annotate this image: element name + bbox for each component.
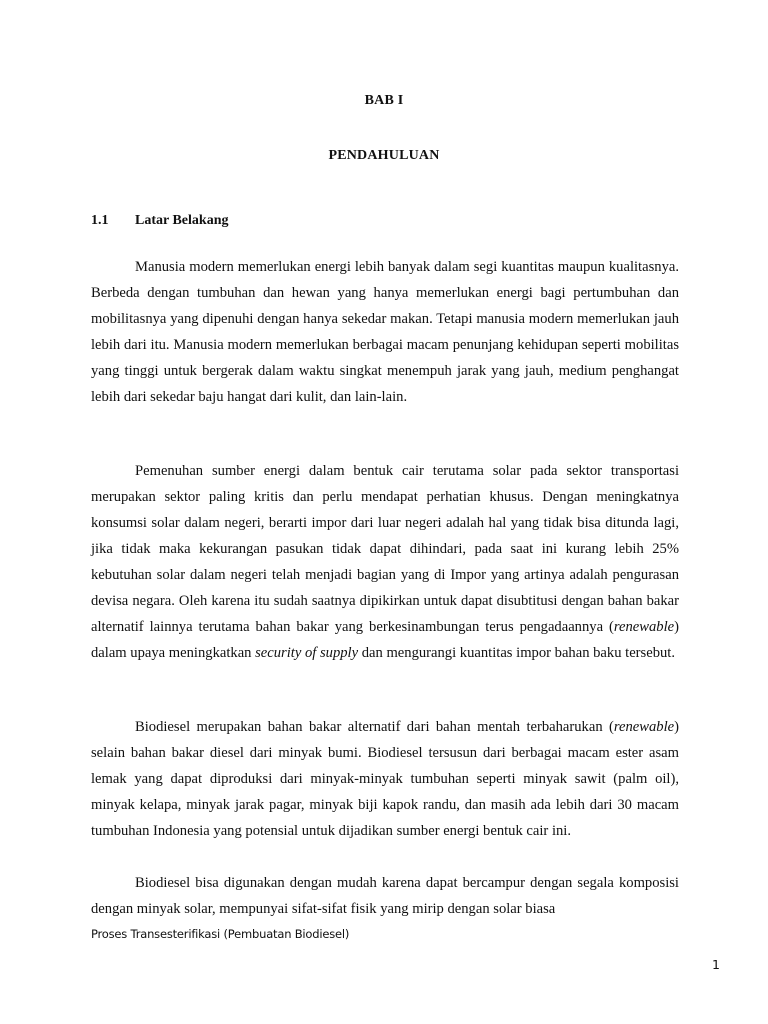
page-footer: Proses Transesterifikasi (Pembuatan Biodiesel) bbox=[91, 927, 350, 941]
section-number: 1.1 bbox=[91, 213, 109, 228]
page-number: 1 bbox=[712, 957, 720, 972]
paragraph-3-text-a: Biodiesel merupakan bahan bakar alternatif dari bahan mentah terbaharukan ( bbox=[135, 719, 614, 735]
section-heading bbox=[91, 213, 228, 229]
chapter-heading: BAB I bbox=[364, 93, 404, 108]
paragraph-3 bbox=[91, 714, 679, 844]
chapter-title: PENDAHULUAN bbox=[328, 148, 440, 163]
paragraph-2 bbox=[91, 458, 679, 666]
paragraph-2-text-a: Pemenuhan sumber energi dalam bentuk cair terutama solar pada sektor transportasi merupakan sektor paling kritis dan perlu mendapat perhatian khusus. Dengan meningkatnya konsumsi solar dalam negeri, berarti impor dari luar negeri adalah hal yang tidak bisa ditunda lagi, jika tidak maka kekurangan pasukan tidak dapat dihindari, pada saat ini kurang lebih 25% kebutuhan solar dalam negeri telah menjadi bagian yang di Impor yang artinya adalah pengurasan devisa negara. Oleh karena itu sudah saatnya dipikirkan untuk dapat disubtitusi dengan bahan bakar alternatif lainnya terutama bahan bakar yang berkesinambungan terus pengadaannya ( bbox=[91, 463, 679, 635]
renewable-term: renewable bbox=[613, 719, 675, 735]
section-title: Latar Belakang bbox=[135, 213, 229, 228]
paragraph-3-text-c: ) selain bahan bakar diesel dari minyak bumi. Biodiesel tersusun dari berbagai macam ester asam lemak yang dapat diproduksi dari minyak-minyak tumbuhan seperti minyak sawit (palm oil), minyak kelapa, minyak jarak pagar, minyak biji kapok randu, dan masih ada lebih dari 30 macam tumbuhan Indonesia yang potensial untuk dijadikan sumber energi bentuk cair ini. bbox=[91, 719, 679, 839]
paragraph-2-text-c: ) dalam upaya meningkatkan bbox=[91, 619, 679, 661]
paragraph-2-text-e: dan mengurangi kuantitas impor bahan baku tersebut. bbox=[358, 645, 676, 661]
paragraph-1: Manusia modern memerlukan energi lebih banyak dalam segi kuantitas maupun kualitasnya. Berbeda dengan tumbuhan dan hewan yang hanya memerlukan energi bagi pertumbuhan dan mobilitasnya yang dipenuhi dengan hanya sekedar makan. Tetapi manusia modern memerlukan jauh lebih dari itu. Manusia modern memerlukan berbagai macam penunjang kehidupan seperti mobilitas yang tinggi untuk bergerak dalam waktu singkat menempuh jarak yang jauh, medium penghangat lebih dari sekedar baju hangat dari kulit, dan lain-lain. bbox=[91, 259, 679, 405]
renewable-term: renewable bbox=[613, 619, 675, 635]
paragraph-4: Biodiesel bisa digunakan dengan mudah karena dapat bercampur dengan segala komposisi dengan minyak solar, mempunyai sifat-sifat fisik yang mirip dengan solar biasa bbox=[91, 875, 679, 917]
security-of-supply-term: security of supply bbox=[255, 645, 359, 661]
